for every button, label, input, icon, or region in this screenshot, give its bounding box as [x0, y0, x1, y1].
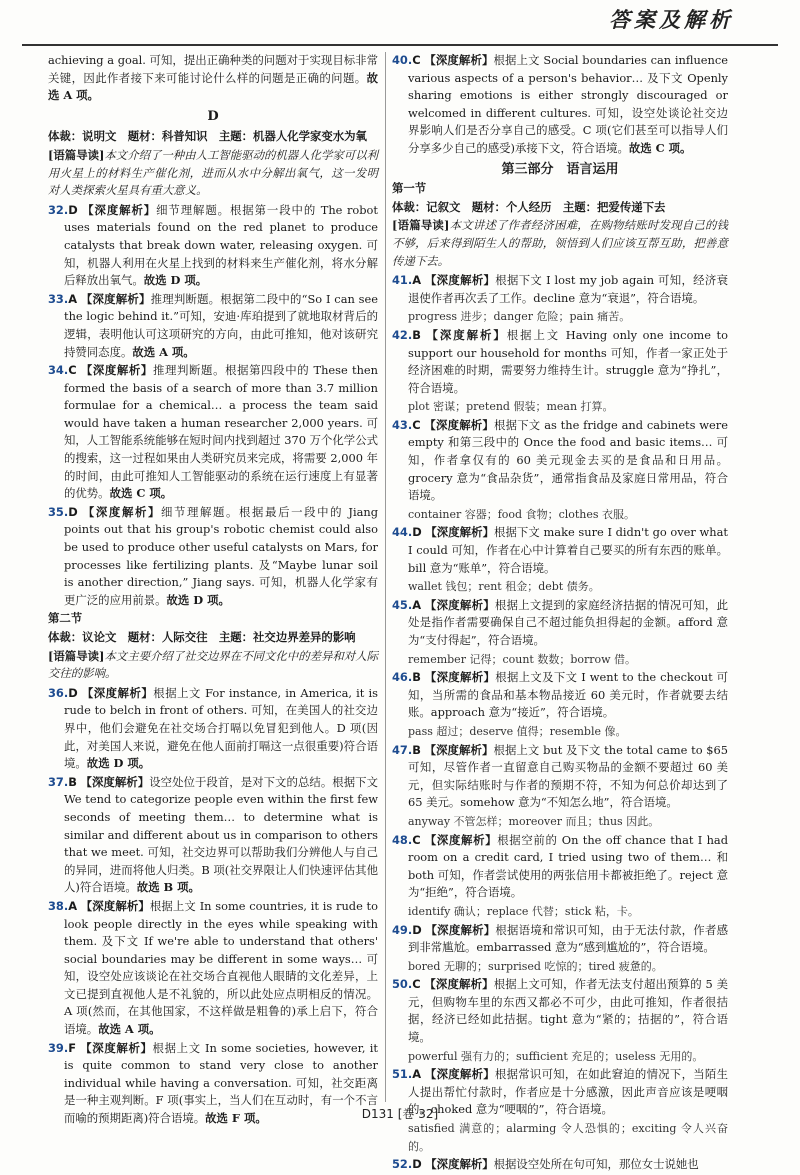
- answer-text: 推理判断题。根据第二段中的“So I can see the logic behind it.”可知，安迪·库珀提到了就地取材背后的逻辑，表明他认可这项研究的方向，由此可推知，他对该研究持赞同态度。: [64, 291, 378, 359]
- vocab-note: wallet 钱包；rent 租金；debt 债务。: [408, 580, 600, 594]
- answer-tag: 【深度解析】: [425, 1157, 494, 1172]
- answer-ans: C: [412, 417, 421, 432]
- answer-ans: B: [412, 742, 421, 757]
- answer-item: [392, 922, 728, 957]
- answer-tag: 【深度解析】: [82, 202, 157, 217]
- answer-num: 39.: [48, 1040, 69, 1055]
- right-column: [392, 52, 728, 1175]
- answer-item: [48, 898, 378, 1039]
- reading-guide: [语篇导读]本文介绍了一种由人工智能驱动的机器人化学家可以利用火星上的材料生产催化剂，进而从水中分解出氧气，这一发明对人类探索火星具有重大意义。: [48, 147, 378, 198]
- answer-text: 根据上文 but 及下文 the total came to $65 可知，尽管作者一直留意自己购买物品的金额不要超过 60 美元，但实际结账时与作者的预期不符，不知为何总价却达到了 65 美元。somehow 意为“不知怎么地”，符合语境。: [408, 742, 728, 810]
- answer-tag: 【深度解析】: [80, 1040, 153, 1055]
- answer-num: 33.: [48, 291, 69, 306]
- answer-conclude: 故选 B 项。: [136, 880, 200, 895]
- answer-ans: D: [68, 202, 78, 217]
- answer-num: 42.: [392, 327, 413, 342]
- answer-tag: 【深度解析】: [81, 685, 154, 700]
- answer-tag: 【深度解析】: [424, 832, 498, 847]
- page-header: [0, 0, 800, 48]
- answer-conclude: 故选 C 项。: [109, 486, 173, 501]
- answer-tag: 【深度解析】: [80, 774, 150, 789]
- answer-tag: 【深度解析】: [424, 1067, 495, 1082]
- answer-ans: D: [68, 504, 78, 519]
- answer-ans: A: [68, 291, 78, 306]
- answer-text: 根据上文可知，作者无法支付超出预算的 5 美元，但购物车里的东西又都必不可少，由此可推知，作者很拮据，经济已经如此拮据。tight 意为“紧的；拮据的”，符合语境。: [408, 977, 728, 1045]
- vocab-note: pass 超过；deserve 值得；resemble 像。: [408, 724, 627, 738]
- answer-num: 35.: [48, 504, 69, 519]
- passage-meta: 体裁：议论文 题材：人际交往 主题：社交边界差异的影响: [48, 630, 356, 644]
- answer-tag: 【深度解析】: [425, 922, 496, 937]
- answer-item: [48, 291, 378, 361]
- vocab-note: container 容器；food 食物；clothes 衣服。: [408, 507, 636, 521]
- answer-text: 根据设空处所在句可知，那位女士说她也: [493, 1157, 699, 1172]
- answer-text: 根据上文提到的家庭经济拮据的情况可知，此处是指作者需要确保自己不超过能负担得起的金额。afford 意为“支付得起”，符合语境。: [408, 597, 728, 647]
- vocab-note: progress 进步；danger 危险；pain 痛苦。: [408, 310, 631, 324]
- vocab-note: powerful 强有力的；sufficient 充足的；useless 无用的。: [408, 1049, 704, 1063]
- answer-text: 根据上文及下文 I went to the checkout 可知，当所需的食品和基本物品接近 60 美元时，作者就要去结账。approach 意为“接近”，符合语境。: [408, 670, 728, 720]
- answer-list-part3: [392, 272, 728, 1174]
- vocab-note: satisfied 满意的；alarming 令人恐惧的；exciting 令人兴奋的。: [408, 1122, 728, 1153]
- answer-conclude: 故选 A 项。: [98, 1022, 161, 1037]
- answer-conclude: 故选 F 项。: [205, 1111, 267, 1126]
- answer-tag: 【深度解析】: [424, 742, 494, 757]
- answer-item: [392, 327, 728, 397]
- answer-item: [392, 524, 728, 577]
- left-column: [48, 52, 378, 1129]
- answer-conclude: 故选 D 项。: [86, 756, 151, 771]
- answer-ans: C: [412, 832, 421, 847]
- answer-text: 根据下文 I lost my job again 可知，经济衰退使作者再次丢了工作。decline 意为“衰退”，符合语境。: [408, 273, 728, 305]
- answer-num: 45.: [392, 597, 413, 612]
- column-divider: [385, 52, 386, 1102]
- answer-tag: 【深度解析】: [80, 898, 150, 913]
- answer-tag: 【深度解析】: [424, 977, 494, 992]
- answer-ans: A: [412, 273, 422, 288]
- answer-list-d: [48, 202, 378, 610]
- answer-item: [392, 597, 728, 650]
- answer-ans: A: [412, 597, 422, 612]
- answer-conclude: 故选 A 项。: [132, 344, 195, 359]
- answer-text: 根据上文 For instance, in America, it is rude to belch in front of others. 可知，在美国人的社交边界中，他们会避免在社交场合打嗝以免冒犯到他人。D 项(因此，对美国人来说，避免在他人面前打嗝这一点很重要)符合语境。: [64, 685, 378, 771]
- vocab-note: remember 记得；count 数数；borrow 借。: [408, 652, 637, 666]
- answer-ans: B: [412, 670, 421, 685]
- reading-guide: [语篇导读]本文讲述了作者经济困难，在购物结账时发现自己的钱不够，后来得到陌生人的帮助，领悟到人们应该互帮互助，把善意传递下去。: [392, 218, 728, 268]
- answer-tag: 【深度解析】: [80, 363, 153, 378]
- answer-text: 根据下文 make sure I didn't go over what I could 可知，作者在心中计算着自己要买的所有东西的账单。bill 意为“账单”，符合语境。: [408, 525, 728, 575]
- answer-text: 根据上文 In some societies, however, it is quite common to stand very close to another individual while having a conversation. 可知，社交距离是一种主观判断。F 项(事实上，当人们在互动时，有一个不言而喻的预期距离)符合语境。: [64, 1040, 378, 1126]
- answer-conclude: 故选 D 项。: [166, 592, 230, 607]
- reading-guide: [语篇导读]本文主要介绍了社交边界在不同文化中的差异和对人际交往的影响。: [48, 648, 378, 681]
- header-rule: [22, 44, 778, 46]
- answer-num: 34.: [48, 363, 69, 378]
- page-number: D131 [卷 32]: [361, 1107, 439, 1121]
- vocab-note: anyway 不管怎样；moreover 而且；thus 因此。: [408, 814, 660, 828]
- answer-num: 32.: [48, 202, 69, 217]
- answer-tag: 【深度解析】: [426, 327, 507, 342]
- answer-ans: A: [68, 898, 78, 913]
- answer-item: [392, 272, 728, 307]
- answer-text: 根据上文 In some countries, it is rude to look people directly in the eyes while speaking with them. 及下文 If we're able to understand that others' social boundaries may be different in some ways… 可知，设空处应该谈论在社交场合直视他人眼睛的文化差异，上文已提到直视他人是不礼貌的，所以此处应点明相反的情况。A 项(然而，在其他国家，不这样做是粗鲁的)承上启下，符合语境。: [64, 898, 378, 1037]
- answer-ans: A: [412, 1067, 422, 1082]
- answer-text: 推理判断题。根据第四段中的 These then formed the basis of a search of more than 3.7 million formulae for a chemical… a process the team said would have taken a human researcher 2,000 years. 可知，人工智能系统能够在短时间内找到超过 370 万个化学公式的搜索，这一过程如果由人类研究员来完成，将需要 2,000 年的时间，由此可推知人工智能驱动的系统在运行速度上有显著的优势。: [64, 363, 379, 501]
- answer-num: 44.: [392, 525, 413, 540]
- answer-num: 47.: [392, 742, 413, 757]
- answer-num: 46.: [392, 670, 413, 685]
- answer-ans: B: [68, 774, 77, 789]
- answer-text: 根据空前的 On the off chance that I had room on a credit card, I tried using two of them… 和 both 可知，作者尝试使用的两张信用卡都被拒绝了。reject 意为“拒绝”，符合语境。: [408, 832, 728, 900]
- answer-list-part2: [48, 685, 378, 1128]
- answer-item: [48, 504, 378, 610]
- answer-num: 43.: [392, 417, 413, 432]
- answer-num: 52.: [392, 1157, 413, 1172]
- answer-ans: D: [68, 685, 78, 700]
- answer-item: 40.C 【深度解析】根据上文 Social boundaries can influence various aspects of a person's behavior… 及下文 Openly sharing emotions is either strongly discouraged or welcomed in different cultures. 可知，设空处谈论社交边界影响人们是否分享自己的感受。C 项(它们甚至可以指导人们分享多少自己的感受)承接下文，符合语境。故选 C 项。: [392, 53, 728, 155]
- answer-tag: 【深度解析】: [80, 291, 151, 306]
- answer-item: [48, 202, 378, 290]
- part-heading: 第一节: [392, 181, 427, 196]
- answer-num: 37.: [48, 774, 69, 789]
- header-title: 答案及解析: [609, 8, 734, 32]
- answer-item: [392, 669, 728, 722]
- answer-num: 36.: [48, 685, 69, 700]
- answer-num: 48.: [392, 832, 413, 847]
- answer-num: 41.: [392, 273, 413, 288]
- answer-item: [392, 417, 728, 505]
- section-letter: D: [207, 108, 219, 124]
- answer-item: [392, 832, 728, 902]
- answer-item: [392, 976, 728, 1046]
- answer-item: [48, 362, 378, 503]
- answer-num: 49.: [392, 922, 413, 937]
- part-title: 第三部分 语言运用: [501, 161, 619, 177]
- vocab-note: plot 密谋；pretend 假装；mean 打算。: [408, 400, 614, 414]
- answer-tag: 【深度解析】: [82, 504, 161, 519]
- answer-ans: F: [68, 1040, 76, 1055]
- answer-text: 根据下文 as the fridge and cabinets were empty 和第三段中的 Once the food and basic items… 可知，作者拿仅有的 60 美元现金去买的是食品和日用品。grocery 意为“食品杂货”，通常指食品及家庭日常用品，符合语境。: [408, 417, 728, 503]
- answer-num: 50.: [392, 977, 413, 992]
- passage-meta: 体裁：记叙文 题材：个人经历 主题：把爱传递下去: [392, 199, 666, 214]
- vocab-note: identify 确认；replace 代替；stick 粘，卡。: [408, 904, 639, 918]
- answer-conclude: 故选 D 项。: [143, 273, 208, 288]
- continued-paragraph: achieving a goal. 可知，提出正确种类的问题对于实现目标非常关键，因此作者接下来可能讨论什么样的问题是正确的问题。故选 A 项。: [48, 53, 378, 103]
- answer-ans: D: [412, 525, 422, 540]
- answer-item: [48, 685, 378, 773]
- answer-text: 细节理解题。根据最后一段中的 Jiang points out that his group's robotic chemist could also be used to produce other useful catalysts on Mars, for processes like fertilizing plants. 及“Maybe lunar soil is another direction,” Jiang says. 可知，机器人化学家有更广泛的应用前景。: [64, 504, 379, 607]
- answer-item: [48, 774, 378, 897]
- answer-text: 根据语境和常识可知，由于无法付款，作者感到非常尴尬。embarrassed 意为“感到尴尬的”，符合语境。: [408, 922, 728, 955]
- answer-tag: 【深度解析】: [424, 273, 496, 288]
- answer-text: 根据上文 Having only one income to support our household for months 可知，作者一家正处于经济困难的时期，需要努力维持生计。struggle 意为“挣扎”，符合语境。: [408, 327, 728, 395]
- answer-tag: 【深度解析】: [424, 417, 494, 432]
- answer-ans: B: [412, 327, 421, 342]
- answer-ans: C: [68, 363, 77, 378]
- answer-tag: 【深度解析】: [424, 597, 495, 612]
- answer-num: 38.: [48, 898, 69, 913]
- answer-ans: D: [412, 1157, 422, 1172]
- answer-tag: 【深度解析】: [424, 670, 496, 685]
- answer-tag: 【深度解析】: [425, 525, 495, 540]
- answer-text: 根据常识可知，在如此窘迫的情况下，当陌生人提出帮忙付款时，作者应是十分感激，因此声音应该是哽咽的。choked 意为“哽咽的”，符合语境。: [408, 1067, 728, 1117]
- answer-num: 51.: [392, 1067, 413, 1082]
- part-heading: 第二节: [48, 611, 83, 626]
- answer-item: [392, 1156, 728, 1174]
- answer-text: 细节理解题。根据第一段中的 The robot uses materials found on the red planet to produce catalysts that break down water, releasing oxygen. 可知，机器人利用在火星上找到的材料来生产催化剂，将水分解后释放出氧气。: [64, 202, 378, 288]
- passage-meta: 体裁：说明文 题材：科普知识 主题：机器人化学家变水为氧: [48, 129, 367, 144]
- answer-ans: D: [412, 922, 422, 937]
- answer-ans: C: [412, 977, 421, 992]
- answer-item: [392, 742, 728, 812]
- answer-text: 设空处位于段首，是对下文的总结。根据下文 We tend to categorize people even within the first few seconds of meeting them… to determine what is similar and different about us in comparison to others that we meet. 可知，社交边界可以帮助我们分辨他人与自己的异同，进而将他人归类。B 项(社交界限让人们快速评估其他人)符合语境。: [64, 774, 378, 895]
- vocab-note: bored 无聊的；surprised 吃惊的；tired 疲惫的。: [408, 959, 663, 973]
